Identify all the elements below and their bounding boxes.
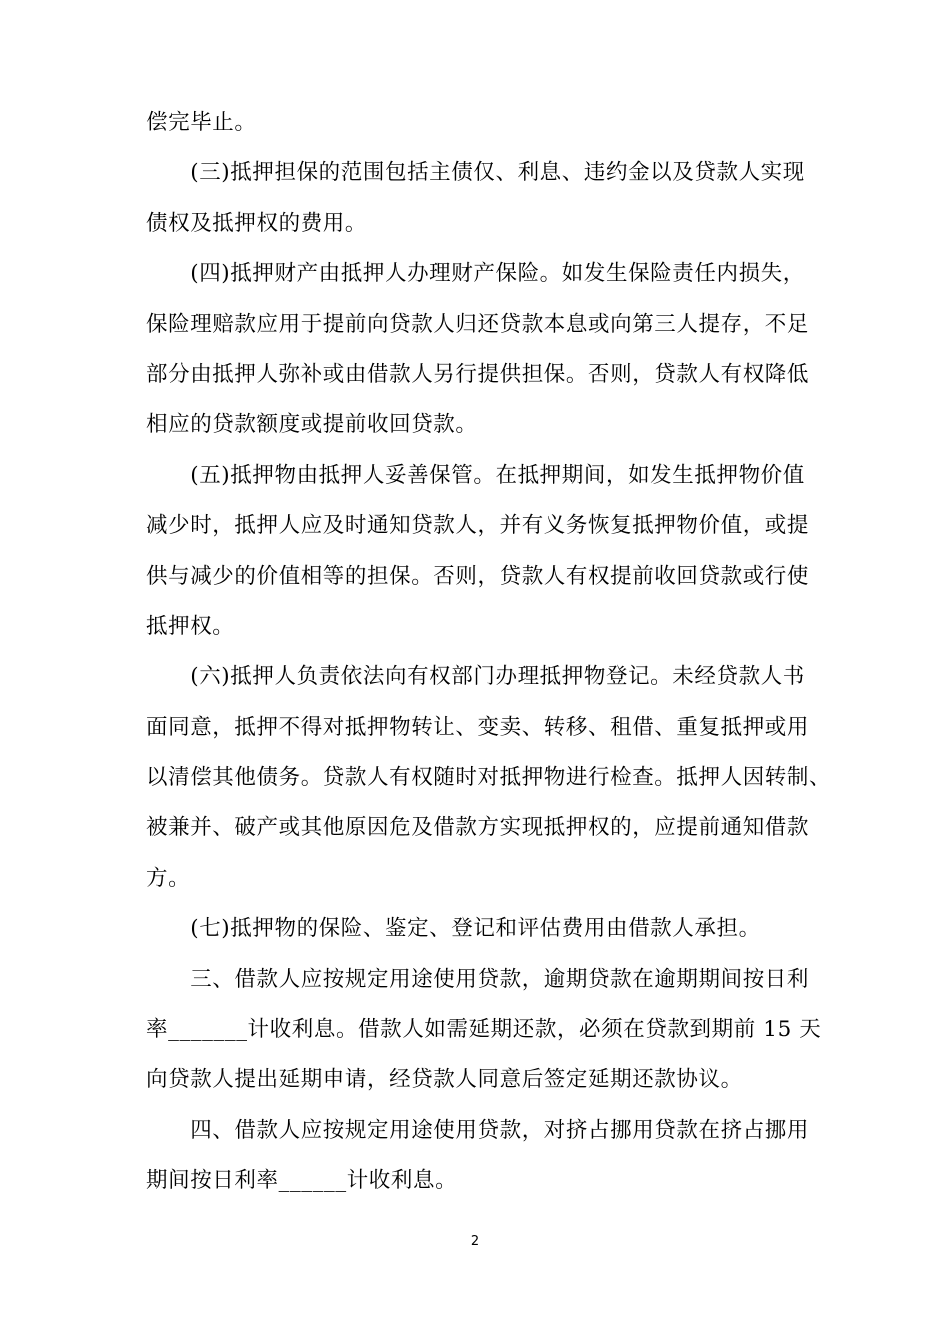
text-line: 面同意，抵押不得对抵押物转让、变卖、转移、租借、重复抵押或用 xyxy=(146,714,810,740)
body-text xyxy=(146,98,832,1207)
text-line: (五)抵押物由抵押人妥善保管。在抵押期间，如发生抵押物价值 xyxy=(146,462,805,488)
text-line: 四、借款人应按规定用途使用贷款，对挤占挪用贷款在挤占挪用 xyxy=(146,1117,810,1143)
text-line: 率_______计收利息。借款人如需延期还款，必须在贷款到期前 15 天 xyxy=(146,1017,822,1043)
text-line: (六)抵押人负责依法向有权部门办理抵押物登记。未经贷款人书 xyxy=(146,664,805,690)
text-line: (四)抵押财产由抵押人办理财产保险。如发生保险责任内损失， xyxy=(146,261,805,287)
text-line: 保险理赔款应用于提前向贷款人归还贷款本息或向第三人提存，不足 xyxy=(146,311,810,337)
text-line: 三、借款人应按规定用途使用贷款，逾期贷款在逾期期间按日利 xyxy=(146,966,810,992)
text-line: 债权及抵押权的费用。 xyxy=(146,210,368,236)
text-line: 被兼并、破产或其他原因危及借款方实现抵押权的，应提前通知借款 xyxy=(146,815,810,841)
text-line: 期间按日利率______计收利息。 xyxy=(146,1168,458,1194)
text-line: 抵押权。 xyxy=(146,613,235,639)
text-line: 减少时，抵押人应及时通知贷款人，并有义务恢复抵押物价值，或提 xyxy=(146,513,810,539)
text-line: 部分由抵押人弥补或由借款人另行提供担保。否则，贷款人有权降低 xyxy=(146,361,810,387)
text-line: (三)抵押担保的范围包括主债仅、利息、违约金以及贷款人实现 xyxy=(146,160,805,186)
text-line: 向贷款人提出延期申请，经贷款人同意后签定延期还款协议。 xyxy=(146,1067,743,1093)
text-line: 方。 xyxy=(146,865,191,891)
text-line: (七)抵押物的保险、鉴定、登记和评估费用由借款人承担。 xyxy=(146,916,761,942)
text-line: 供与减少的价值相等的担保。否则，贷款人有权提前收回贷款或行使 xyxy=(146,563,810,589)
text-line: 偿完毕止。 xyxy=(146,110,257,135)
text-line: 相应的贷款额度或提前收回贷款。 xyxy=(146,412,478,438)
page-number: 2 xyxy=(470,1234,480,1249)
text-line: 以清偿其他债务。贷款人有权随时对抵押物进行检查。抵押人因转制、 xyxy=(146,765,832,791)
